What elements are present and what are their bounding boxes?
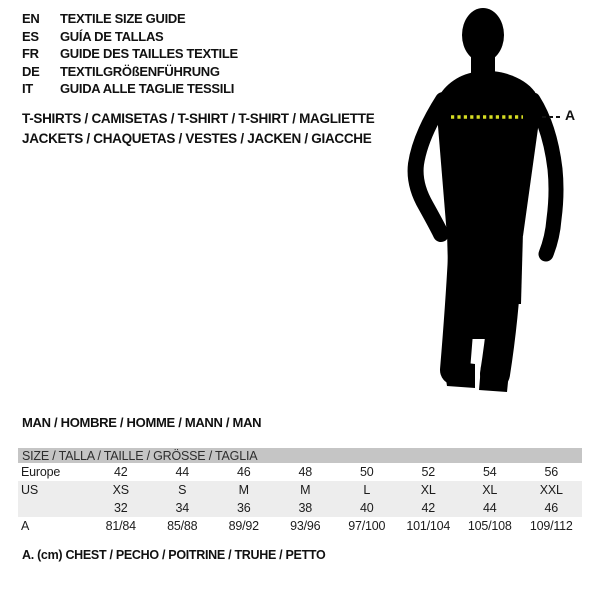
language-label: TEXTILGRÖßENFÜHRUNG: [60, 63, 220, 79]
size-cell: 34: [152, 499, 214, 517]
language-row-es: [22, 28, 238, 46]
language-label: GUÍA DE TALLAS: [60, 28, 164, 44]
table-row-europe: [18, 463, 582, 481]
size-cell: XXL: [521, 481, 583, 499]
category-tshirts: T-SHIRTS / CAMISETAS / T-SHIRT / T-SHIRT / MAGLIETTE: [22, 111, 375, 126]
table-row-us-numeric: [18, 499, 582, 517]
size-table: [18, 448, 582, 535]
measure-label-a: A: [565, 107, 576, 123]
category-jackets: JACKETS / CHAQUETAS / VESTES / JACKEN / GIACCHE: [22, 131, 372, 146]
size-cell: 54: [482, 465, 497, 479]
size-cell: 97/100: [348, 519, 386, 533]
category-list: [22, 109, 374, 149]
language-list: [22, 10, 238, 98]
language-code: IT: [22, 81, 33, 97]
size-cell: 46: [521, 499, 583, 517]
size-cell: M: [275, 481, 337, 499]
language-code: DE: [22, 63, 40, 79]
language-label: GUIDE DES TAILLES TEXTILE: [60, 46, 238, 62]
size-table-header: SIZE / TALLA / TAILLE / GRÖSSE / TAGLIA: [18, 448, 582, 463]
table-row-chest-cm: [18, 517, 582, 535]
size-table-header-row: [18, 448, 582, 463]
size-cell: 101/104: [406, 519, 451, 533]
size-cell: 48: [298, 465, 312, 479]
size-cell: 109/112: [529, 519, 573, 533]
size-cell: 85/88: [167, 519, 198, 533]
size-cell: 42: [113, 465, 128, 479]
language-row-fr: [22, 45, 238, 63]
language-label: TEXTILE SIZE GUIDE: [60, 11, 186, 27]
size-cell: 46: [236, 465, 251, 479]
language-code: FR: [22, 46, 39, 62]
size-cell: 38: [275, 499, 337, 517]
size-cell: 81/84: [105, 519, 136, 533]
footnote-chest: A. (cm) CHEST / PECHO / POITRINE / TRUHE / PETTO: [22, 548, 326, 562]
language-row-it: [22, 80, 238, 98]
size-cell: 89/92: [228, 519, 259, 533]
size-cell: 52: [421, 465, 435, 479]
size-cell: 44: [459, 499, 521, 517]
size-cell: XL: [459, 481, 521, 499]
row-label: US: [18, 481, 90, 499]
size-cell: 93/96: [290, 519, 321, 533]
size-cell: 32: [90, 499, 152, 517]
size-cell: M: [213, 481, 275, 499]
man-silhouette-figure: [395, 4, 580, 396]
size-cell: 105/108: [467, 519, 512, 533]
section-title-man: MAN / HOMBRE / HOMME / MANN / MAN: [22, 415, 262, 430]
language-code: ES: [22, 28, 39, 44]
man-silhouette: [395, 4, 580, 396]
row-label: [18, 499, 90, 517]
size-cell: 36: [213, 499, 275, 517]
size-cell: 40: [336, 499, 398, 517]
row-label: A: [21, 519, 30, 533]
size-cell: S: [152, 481, 214, 499]
size-cell: 42: [398, 499, 460, 517]
language-label: GUIDA ALLE TAGLIE TESSILI: [60, 81, 235, 97]
table-row-us-letters: [18, 481, 582, 499]
language-row-en: [22, 10, 238, 28]
size-cell: L: [336, 481, 398, 499]
size-cell: 56: [544, 465, 558, 479]
language-row-de: [22, 63, 238, 81]
size-cell: XS: [90, 481, 152, 499]
size-cell: 44: [175, 465, 189, 479]
row-label: Europe: [21, 465, 61, 479]
size-cell: XL: [398, 481, 460, 499]
size-cell: 50: [359, 465, 374, 479]
language-code: EN: [22, 11, 40, 27]
